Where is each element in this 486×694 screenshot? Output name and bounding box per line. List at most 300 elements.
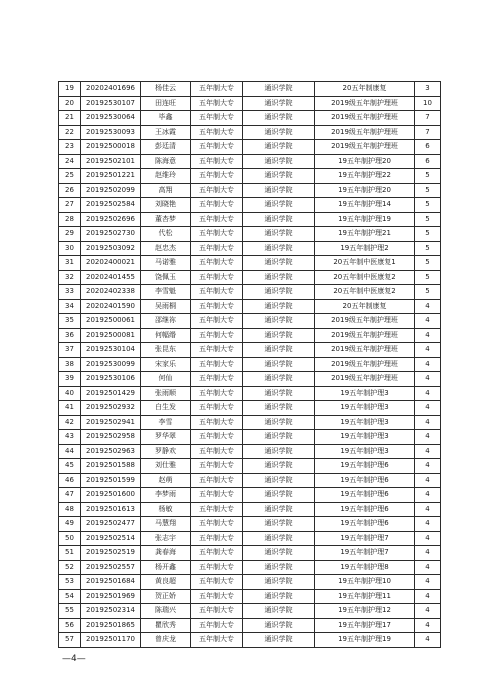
- student-id-cell: 20202401696: [81, 82, 141, 97]
- score-cell: 6: [415, 140, 441, 155]
- class-name-cell: 19五年制护理2: [315, 241, 415, 256]
- table-row: [59, 473, 441, 488]
- student-id-cell: 20192502963: [81, 444, 141, 459]
- school-cell: 通识学院: [243, 502, 315, 517]
- student-id-cell: 20192530104: [81, 343, 141, 358]
- student-name-cell: 高翔: [141, 183, 191, 198]
- class-name-cell: 2019级五年制护理班: [315, 96, 415, 111]
- student-id-cell: 20192500081: [81, 328, 141, 343]
- student-id-cell: 20192501599: [81, 473, 141, 488]
- score-cell: 4: [415, 314, 441, 329]
- table-row: [59, 430, 441, 445]
- student-id-cell: 20202400021: [81, 256, 141, 271]
- student-id-cell: 20192501865: [81, 618, 141, 633]
- class-name-cell: 19五年制护理6: [315, 473, 415, 488]
- table-row: [59, 285, 441, 300]
- student-name-cell: 张志宇: [141, 531, 191, 546]
- student-id-cell: 20192503092: [81, 241, 141, 256]
- student-name-cell: 陈海意: [141, 154, 191, 169]
- school-cell: 通识学院: [243, 140, 315, 155]
- class-name-cell: 19五年制护理6: [315, 488, 415, 503]
- row-number-cell: 32: [59, 270, 81, 285]
- student-id-cell: 20192530099: [81, 357, 141, 372]
- class-name-cell: 19五年制护理17: [315, 618, 415, 633]
- student-name-cell: 刘仕雅: [141, 459, 191, 474]
- score-cell: 5: [415, 241, 441, 256]
- row-number-cell: 24: [59, 154, 81, 169]
- program-type-cell: 五年制大专: [191, 111, 243, 126]
- school-cell: 通识学院: [243, 169, 315, 184]
- student-id-cell: 20192502932: [81, 401, 141, 416]
- row-number-cell: 45: [59, 459, 81, 474]
- class-name-cell: 2019级五年制护理班: [315, 343, 415, 358]
- student-name-cell: 王冰霞: [141, 125, 191, 140]
- table-row: [59, 589, 441, 604]
- program-type-cell: 五年制大专: [191, 285, 243, 300]
- row-number-cell: 31: [59, 256, 81, 271]
- program-type-cell: 五年制大专: [191, 169, 243, 184]
- school-cell: 通识学院: [243, 241, 315, 256]
- table-row: [59, 502, 441, 517]
- school-cell: 通识学院: [243, 473, 315, 488]
- class-name-cell: 20五年制康复: [315, 299, 415, 314]
- school-cell: 通识学院: [243, 372, 315, 387]
- student-id-cell: 20192502941: [81, 415, 141, 430]
- class-name-cell: 19五年制护理11: [315, 589, 415, 604]
- row-number-cell: 42: [59, 415, 81, 430]
- row-number-cell: 55: [59, 604, 81, 619]
- student-id-cell: 20192530107: [81, 96, 141, 111]
- student-name-cell: 张雨顺: [141, 386, 191, 401]
- table-row: [59, 531, 441, 546]
- student-name-cell: 白生发: [141, 401, 191, 416]
- program-type-cell: 五年制大专: [191, 604, 243, 619]
- class-name-cell: 19五年制护理10: [315, 575, 415, 590]
- row-number-cell: 57: [59, 633, 81, 648]
- school-cell: 通识学院: [243, 531, 315, 546]
- row-number-cell: 19: [59, 82, 81, 97]
- class-name-cell: 2019级五年制护理班: [315, 125, 415, 140]
- score-cell: 4: [415, 633, 441, 648]
- student-name-cell: 李雪: [141, 415, 191, 430]
- row-number-cell: 35: [59, 314, 81, 329]
- table-row: [59, 82, 441, 97]
- school-cell: 通识学院: [243, 517, 315, 532]
- table-row: [59, 415, 441, 430]
- program-type-cell: 五年制大专: [191, 386, 243, 401]
- row-number-cell: 47: [59, 488, 81, 503]
- school-cell: 通识学院: [243, 154, 315, 169]
- row-number-cell: 37: [59, 343, 81, 358]
- school-cell: 通识学院: [243, 198, 315, 213]
- program-type-cell: 五年制大专: [191, 372, 243, 387]
- program-type-cell: 五年制大专: [191, 270, 243, 285]
- class-name-cell: 19五年制护理3: [315, 386, 415, 401]
- class-name-cell: 19五年制护理14: [315, 198, 415, 213]
- class-name-cell: 2019级五年制护理班: [315, 372, 415, 387]
- school-cell: 通识学院: [243, 575, 315, 590]
- table-row: [59, 314, 441, 329]
- score-cell: 4: [415, 343, 441, 358]
- row-number-cell: 23: [59, 140, 81, 155]
- row-number-cell: 26: [59, 183, 81, 198]
- class-name-cell: 2019级五年制护理班: [315, 140, 415, 155]
- table-row: [59, 575, 441, 590]
- program-type-cell: 五年制大专: [191, 444, 243, 459]
- student-name-cell: 赵维玲: [141, 169, 191, 184]
- score-cell: 5: [415, 227, 441, 242]
- student-id-cell: 20192530106: [81, 372, 141, 387]
- program-type-cell: 五年制大专: [191, 502, 243, 517]
- program-type-cell: 五年制大专: [191, 517, 243, 532]
- student-name-cell: 贺正娇: [141, 589, 191, 604]
- row-number-cell: 54: [59, 589, 81, 604]
- row-number-cell: 27: [59, 198, 81, 213]
- student-name-cell: 董杏梦: [141, 212, 191, 227]
- school-cell: 通识学院: [243, 212, 315, 227]
- row-number-cell: 43: [59, 430, 81, 445]
- class-name-cell: 19五年制护理7: [315, 546, 415, 561]
- score-cell: 5: [415, 212, 441, 227]
- row-number-cell: 40: [59, 386, 81, 401]
- score-cell: 7: [415, 125, 441, 140]
- school-cell: 通识学院: [243, 488, 315, 503]
- table-row: [59, 517, 441, 532]
- table-row: [59, 140, 441, 155]
- school-cell: 通识学院: [243, 299, 315, 314]
- row-number-cell: 39: [59, 372, 81, 387]
- score-cell: 4: [415, 386, 441, 401]
- class-name-cell: 19五年制护理20: [315, 154, 415, 169]
- school-cell: 通识学院: [243, 444, 315, 459]
- score-cell: 4: [415, 575, 441, 590]
- student-name-cell: 杨敏: [141, 502, 191, 517]
- score-cell: 4: [415, 328, 441, 343]
- school-cell: 通识学院: [243, 633, 315, 648]
- score-cell: 3: [415, 82, 441, 97]
- class-name-cell: 19五年制护理6: [315, 517, 415, 532]
- school-cell: 通识学院: [243, 111, 315, 126]
- row-number-cell: 20: [59, 96, 81, 111]
- class-name-cell: 2019级五年制护理班: [315, 314, 415, 329]
- program-type-cell: 五年制大专: [191, 531, 243, 546]
- student-table: [58, 81, 441, 648]
- score-cell: 5: [415, 198, 441, 213]
- school-cell: 通识学院: [243, 328, 315, 343]
- class-name-cell: 19五年制护理12: [315, 604, 415, 619]
- table-row: [59, 357, 441, 372]
- table-row: [59, 256, 441, 271]
- score-cell: 4: [415, 473, 441, 488]
- class-name-cell: 19五年制护理19: [315, 212, 415, 227]
- score-cell: 4: [415, 531, 441, 546]
- score-cell: 5: [415, 285, 441, 300]
- student-name-cell: 曾庆龙: [141, 633, 191, 648]
- student-name-cell: 吴雨桐: [141, 299, 191, 314]
- row-number-cell: 49: [59, 517, 81, 532]
- table-row: [59, 401, 441, 416]
- table-row: [59, 633, 441, 648]
- student-name-cell: 毕鑫: [141, 111, 191, 126]
- student-name-cell: 代松: [141, 227, 191, 242]
- student-id-cell: 20192501969: [81, 589, 141, 604]
- class-name-cell: 19五年制护理21: [315, 227, 415, 242]
- table-row: [59, 618, 441, 633]
- student-name-cell: 瞿欣秀: [141, 618, 191, 633]
- student-id-cell: 20192502557: [81, 560, 141, 575]
- student-name-cell: 龚春海: [141, 546, 191, 561]
- school-cell: 通识学院: [243, 604, 315, 619]
- row-number-cell: 33: [59, 285, 81, 300]
- student-id-cell: 20202401455: [81, 270, 141, 285]
- row-number-cell: 41: [59, 401, 81, 416]
- student-name-cell: 罗华翠: [141, 430, 191, 445]
- score-cell: 4: [415, 459, 441, 474]
- table-row: [59, 96, 441, 111]
- score-cell: 4: [415, 546, 441, 561]
- student-id-cell: 20192502584: [81, 198, 141, 213]
- program-type-cell: 五年制大专: [191, 299, 243, 314]
- student-id-cell: 20192501684: [81, 575, 141, 590]
- class-name-cell: 19五年制护理7: [315, 531, 415, 546]
- student-id-cell: 20192501613: [81, 502, 141, 517]
- score-cell: 4: [415, 415, 441, 430]
- score-cell: 4: [415, 517, 441, 532]
- school-cell: 通识学院: [243, 270, 315, 285]
- student-id-cell: 20192501221: [81, 169, 141, 184]
- school-cell: 通识学院: [243, 343, 315, 358]
- row-number-cell: 50: [59, 531, 81, 546]
- program-type-cell: 五年制大专: [191, 212, 243, 227]
- program-type-cell: 五年制大专: [191, 560, 243, 575]
- program-type-cell: 五年制大专: [191, 618, 243, 633]
- table-row: [59, 386, 441, 401]
- student-name-cell: 赵忠杰: [141, 241, 191, 256]
- student-id-cell: 20192501600: [81, 488, 141, 503]
- program-type-cell: 五年制大专: [191, 575, 243, 590]
- table-row: [59, 270, 441, 285]
- program-type-cell: 五年制大专: [191, 241, 243, 256]
- class-name-cell: 19五年制护理19: [315, 633, 415, 648]
- score-cell: 4: [415, 299, 441, 314]
- table-row: [59, 198, 441, 213]
- table-row: [59, 372, 441, 387]
- score-cell: 10: [415, 96, 441, 111]
- class-name-cell: 2019级五年制护理班: [315, 357, 415, 372]
- school-cell: 通识学院: [243, 459, 315, 474]
- program-type-cell: 五年制大专: [191, 256, 243, 271]
- table-row: [59, 343, 441, 358]
- class-name-cell: 19五年制护理8: [315, 560, 415, 575]
- class-name-cell: 20五年制中医康复1: [315, 256, 415, 271]
- score-cell: 7: [415, 111, 441, 126]
- student-name-cell: 杨佳云: [141, 82, 191, 97]
- table-row: [59, 488, 441, 503]
- school-cell: 通识学院: [243, 82, 315, 97]
- student-name-cell: 饶佩玉: [141, 270, 191, 285]
- student-id-cell: 20192501429: [81, 386, 141, 401]
- student-name-cell: 刘晓艳: [141, 198, 191, 213]
- student-id-cell: 20192502514: [81, 531, 141, 546]
- table-row: [59, 212, 441, 227]
- row-number-cell: 56: [59, 618, 81, 633]
- program-type-cell: 五年制大专: [191, 328, 243, 343]
- row-number-cell: 51: [59, 546, 81, 561]
- program-type-cell: 五年制大专: [191, 357, 243, 372]
- table-row: [59, 560, 441, 575]
- school-cell: 通识学院: [243, 589, 315, 604]
- class-name-cell: 19五年制护理3: [315, 444, 415, 459]
- class-name-cell: 2019级五年制护理班: [315, 328, 415, 343]
- table-row: [59, 111, 441, 126]
- student-name-cell: 李梦雨: [141, 488, 191, 503]
- student-name-cell: 杨开鑫: [141, 560, 191, 575]
- row-number-cell: 44: [59, 444, 81, 459]
- student-name-cell: 赵萌: [141, 473, 191, 488]
- student-id-cell: 20192502314: [81, 604, 141, 619]
- student-id-cell: 20192501588: [81, 459, 141, 474]
- score-cell: 4: [415, 589, 441, 604]
- program-type-cell: 五年制大专: [191, 459, 243, 474]
- program-type-cell: 五年制大专: [191, 589, 243, 604]
- program-type-cell: 五年制大专: [191, 546, 243, 561]
- program-type-cell: 五年制大专: [191, 343, 243, 358]
- score-cell: 4: [415, 444, 441, 459]
- program-type-cell: 五年制大专: [191, 430, 243, 445]
- table-row: [59, 169, 441, 184]
- student-id-cell: 20192502101: [81, 154, 141, 169]
- class-name-cell: 19五年制护理6: [315, 459, 415, 474]
- student-name-cell: 邵继祢: [141, 314, 191, 329]
- program-type-cell: 五年制大专: [191, 140, 243, 155]
- program-type-cell: 五年制大专: [191, 415, 243, 430]
- school-cell: 通识学院: [243, 386, 315, 401]
- school-cell: 通识学院: [243, 357, 315, 372]
- row-number-cell: 29: [59, 227, 81, 242]
- score-cell: 5: [415, 256, 441, 271]
- score-cell: 4: [415, 430, 441, 445]
- row-number-cell: 25: [59, 169, 81, 184]
- table-row: [59, 328, 441, 343]
- class-name-cell: 19五年制护理3: [315, 415, 415, 430]
- student-name-cell: 宋家乐: [141, 357, 191, 372]
- row-number-cell: 30: [59, 241, 81, 256]
- student-id-cell: 20192502519: [81, 546, 141, 561]
- program-type-cell: 五年制大专: [191, 473, 243, 488]
- program-type-cell: 五年制大专: [191, 198, 243, 213]
- table-row: [59, 125, 441, 140]
- row-number-cell: 38: [59, 357, 81, 372]
- class-name-cell: 20五年制中医康复2: [315, 285, 415, 300]
- school-cell: 通识学院: [243, 314, 315, 329]
- class-name-cell: 19五年制护理3: [315, 401, 415, 416]
- row-number-cell: 48: [59, 502, 81, 517]
- row-number-cell: 36: [59, 328, 81, 343]
- table-row: [59, 183, 441, 198]
- table-row: [59, 299, 441, 314]
- score-cell: 4: [415, 604, 441, 619]
- score-cell: 4: [415, 618, 441, 633]
- table-row: [59, 227, 441, 242]
- student-name-cell: 田连旺: [141, 96, 191, 111]
- student-id-cell: 20202401590: [81, 299, 141, 314]
- row-number-cell: 34: [59, 299, 81, 314]
- student-id-cell: 20192500061: [81, 314, 141, 329]
- school-cell: 通识学院: [243, 415, 315, 430]
- school-cell: 通识学院: [243, 227, 315, 242]
- student-name-cell: 何仙: [141, 372, 191, 387]
- student-id-cell: 20192502477: [81, 517, 141, 532]
- table-row: [59, 459, 441, 474]
- program-type-cell: 五年制大专: [191, 488, 243, 503]
- student-name-cell: 罗静欢: [141, 444, 191, 459]
- score-cell: 5: [415, 169, 441, 184]
- student-name-cell: 陈瑞兴: [141, 604, 191, 619]
- student-id-cell: 20192502958: [81, 430, 141, 445]
- program-type-cell: 五年制大专: [191, 227, 243, 242]
- student-name-cell: 李雪魁: [141, 285, 191, 300]
- class-name-cell: 20五年制康复: [315, 82, 415, 97]
- school-cell: 通识学院: [243, 256, 315, 271]
- school-cell: 通识学院: [243, 430, 315, 445]
- class-name-cell: 19五年制护理22: [315, 169, 415, 184]
- class-name-cell: 19五年制护理6: [315, 502, 415, 517]
- student-id-cell: 20192530064: [81, 111, 141, 126]
- student-id-cell: 20192502730: [81, 227, 141, 242]
- school-cell: 通识学院: [243, 401, 315, 416]
- class-name-cell: 19五年制护理20: [315, 183, 415, 198]
- table-row: [59, 604, 441, 619]
- score-cell: 4: [415, 502, 441, 517]
- student-name-cell: 何幅缗: [141, 328, 191, 343]
- score-cell: 5: [415, 270, 441, 285]
- school-cell: 通识学院: [243, 546, 315, 561]
- score-cell: 4: [415, 560, 441, 575]
- page-number: —4—: [62, 654, 86, 664]
- student-id-cell: 20192530093: [81, 125, 141, 140]
- row-number-cell: 46: [59, 473, 81, 488]
- table-row: [59, 444, 441, 459]
- score-cell: 6: [415, 154, 441, 169]
- program-type-cell: 五年制大专: [191, 96, 243, 111]
- program-type-cell: 五年制大专: [191, 633, 243, 648]
- score-cell: 4: [415, 357, 441, 372]
- score-cell: 4: [415, 372, 441, 387]
- school-cell: 通识学院: [243, 183, 315, 198]
- school-cell: 通识学院: [243, 285, 315, 300]
- school-cell: 通识学院: [243, 618, 315, 633]
- student-id-cell: 20192500018: [81, 140, 141, 155]
- student-id-cell: 20192502099: [81, 183, 141, 198]
- student-table-body: [59, 82, 441, 648]
- student-id-cell: 20202402338: [81, 285, 141, 300]
- program-type-cell: 五年制大专: [191, 314, 243, 329]
- score-cell: 4: [415, 401, 441, 416]
- score-cell: 5: [415, 183, 441, 198]
- row-number-cell: 28: [59, 212, 81, 227]
- school-cell: 通识学院: [243, 96, 315, 111]
- school-cell: 通识学院: [243, 125, 315, 140]
- row-number-cell: 22: [59, 125, 81, 140]
- table-row: [59, 546, 441, 561]
- class-name-cell: 2019级五年制护理班: [315, 111, 415, 126]
- row-number-cell: 53: [59, 575, 81, 590]
- student-name-cell: 彭廷清: [141, 140, 191, 155]
- school-cell: 通识学院: [243, 560, 315, 575]
- row-number-cell: 21: [59, 111, 81, 126]
- class-name-cell: 19五年制护理3: [315, 430, 415, 445]
- student-name-cell: 黄良超: [141, 575, 191, 590]
